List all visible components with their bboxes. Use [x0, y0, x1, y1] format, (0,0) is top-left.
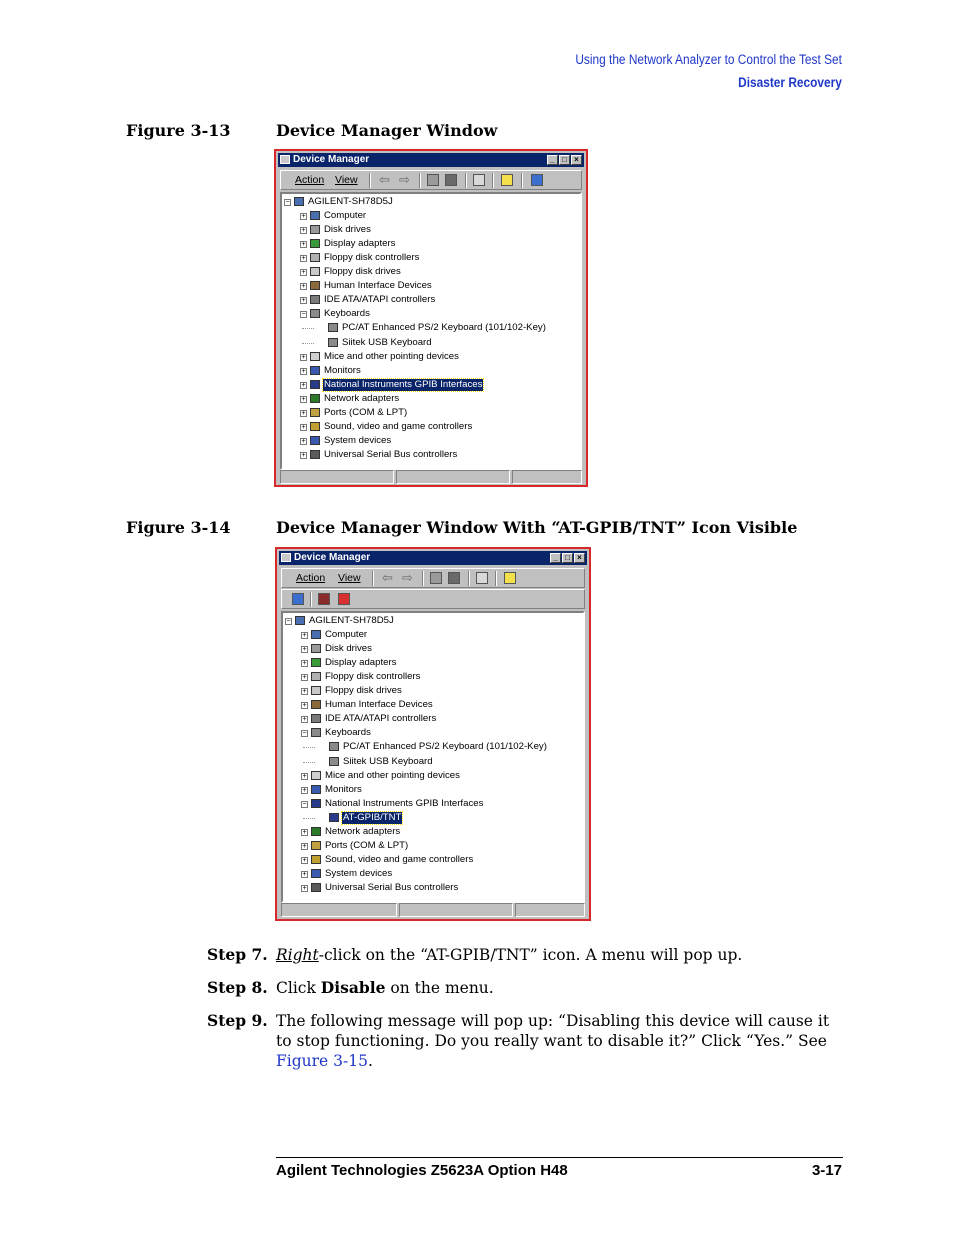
toolbar-separator [372, 571, 374, 586]
show-hide-tree-icon[interactable] [445, 174, 457, 186]
tree-node[interactable] [282, 280, 580, 292]
port-icon [311, 841, 321, 850]
figure-13-caption: Device Manager Window [276, 121, 498, 140]
tree-node-label: AGILENT-SH78D5J [308, 196, 393, 207]
tree-connector [303, 747, 315, 748]
figure-13-number: Figure 3-13 [126, 121, 231, 140]
forward-arrow-icon[interactable]: ⇨ [402, 570, 413, 585]
system-device-icon [310, 436, 320, 445]
expand-icon[interactable]: + [302, 702, 307, 710]
tree-node[interactable] [282, 294, 580, 306]
tree-connector [302, 343, 314, 344]
toolbar-separator [419, 173, 421, 188]
help-icon[interactable] [504, 572, 516, 584]
window-title-bar [279, 551, 587, 565]
minimize-button[interactable]: _ [550, 553, 561, 563]
sound-icon [310, 422, 320, 431]
device-toolbar [281, 589, 585, 609]
gpib-icon [310, 380, 320, 389]
expand-icon[interactable]: + [301, 423, 306, 431]
tree-node-label: Network adapters [324, 392, 400, 404]
expand-icon[interactable]: + [302, 688, 307, 696]
scan-hardware-icon[interactable] [292, 593, 304, 605]
tree-node-label: Computer [324, 210, 367, 222]
tree-node-label: PC/AT Enhanced PS/2 Keyboard (101/102-Key) [342, 322, 546, 334]
tree-node[interactable] [283, 756, 583, 768]
floppy-drive-icon [311, 686, 321, 695]
figure-14-caption: Device Manager Window With “AT-GPIB/TNT” Icon Visible [276, 518, 798, 537]
up-folder-icon[interactable] [427, 174, 439, 186]
step-8-text-b: on the menu. [385, 979, 494, 997]
expand-icon[interactable]: + [302, 632, 307, 640]
step-9-text: The following message will pop up: “Disabling this device will cause it to stop functioning. Do you really want to disable it?” Click “Yes.” See [276, 1012, 830, 1050]
network-adapter-icon [310, 394, 320, 403]
tree-node[interactable] [282, 322, 580, 334]
toolbar-separator [495, 571, 497, 586]
expand-icon[interactable]: + [301, 381, 306, 389]
expand-icon[interactable]: + [301, 451, 306, 459]
step-9-end: . [367, 1052, 373, 1070]
tree-node[interactable] [283, 882, 583, 894]
tree-node-label: Floppy disk controllers [324, 252, 420, 264]
system-device-icon [311, 869, 321, 878]
floppy-controller-icon [311, 672, 321, 681]
ide-controller-icon [310, 295, 320, 304]
tree-node-label: IDE ATA/ATAPI controllers [325, 713, 437, 725]
expand-icon[interactable]: + [302, 674, 307, 682]
figure-14-number: Figure 3-14 [126, 518, 231, 537]
keyboard-icon [328, 323, 338, 332]
tree-node[interactable] [283, 713, 583, 725]
tree-node-label: National Instruments GPIB Interfaces [325, 797, 484, 809]
expand-icon[interactable]: + [301, 241, 306, 249]
menu-toolbar [280, 170, 582, 190]
collapse-icon[interactable]: − [285, 199, 290, 206]
menu-action[interactable]: Action [296, 572, 326, 584]
step-8-label: Step 8. [207, 978, 268, 997]
step-7-label: Step 7. [207, 945, 268, 964]
update-driver-icon[interactable] [318, 593, 330, 605]
tree-node[interactable] [283, 826, 583, 838]
expand-icon[interactable]: + [301, 437, 306, 445]
tree-node[interactable] [282, 365, 580, 377]
tree-node-label: Network adapters [325, 825, 401, 837]
menu-view[interactable]: View [338, 572, 361, 584]
expand-icon[interactable]: + [301, 227, 306, 235]
tree-node-label: AT-GPIB/TNT [343, 811, 402, 823]
device-manager-icon [281, 553, 291, 562]
minimize-button[interactable]: _ [547, 155, 558, 165]
tree-node-label: Siitek USB Keyboard [343, 755, 433, 767]
tree-node-label: Mice and other pointing devices [325, 769, 460, 781]
expand-icon[interactable]: + [301, 409, 306, 417]
up-folder-icon[interactable] [430, 572, 442, 584]
port-icon [310, 408, 320, 417]
sound-icon [311, 855, 321, 864]
collapse-icon[interactable]: − [301, 311, 306, 319]
back-arrow-icon[interactable]: ⇦ [379, 172, 390, 187]
expand-icon[interactable]: + [301, 395, 306, 403]
toolbar-separator [468, 571, 470, 586]
expand-icon[interactable]: + [302, 884, 307, 892]
network-adapter-icon [311, 827, 321, 836]
tree-node-label: Keyboards [324, 308, 370, 320]
tree-node[interactable] [282, 449, 580, 461]
computer-icon [310, 211, 320, 220]
ide-controller-icon [311, 714, 321, 723]
tree-node[interactable] [283, 854, 583, 866]
tree-node-label: Ports (COM & LPT) [325, 839, 409, 851]
tree-node[interactable] [283, 615, 583, 627]
expand-icon[interactable]: + [301, 283, 306, 291]
page-number: 3-17 [811, 1162, 842, 1179]
menu-view[interactable]: View [335, 174, 358, 186]
tree-node[interactable] [282, 238, 580, 250]
maximize-button[interactable]: □ [559, 155, 570, 165]
close-button[interactable]: × [571, 155, 582, 165]
tree-node-label: Floppy disk drives [325, 685, 402, 697]
window-title: Device Manager [294, 552, 371, 563]
mouse-icon [310, 352, 320, 361]
show-hide-tree-icon[interactable] [448, 572, 460, 584]
close-button[interactable]: × [574, 553, 585, 563]
running-header-section: Disaster Recovery [738, 75, 842, 90]
toolbar-separator [369, 173, 371, 188]
uninstall-device-icon[interactable] [338, 593, 350, 605]
forward-arrow-icon[interactable]: ⇨ [399, 172, 410, 187]
tree-connector [303, 818, 315, 819]
step-7 [207, 945, 847, 965]
tree-node-label: Monitors [325, 783, 362, 795]
usb-icon [310, 450, 320, 459]
tree-node[interactable] [282, 337, 580, 349]
gpib-icon [329, 813, 339, 822]
tree-node-label: Floppy disk drives [324, 266, 401, 278]
tree-node-label: Universal Serial Bus controllers [324, 448, 458, 460]
tree-node-label: Siitek USB Keyboard [342, 336, 432, 348]
hid-icon [311, 700, 321, 709]
collapse-icon[interactable]: − [302, 730, 307, 738]
status-bar [281, 903, 585, 917]
tree-node-label: AGILENT-SH78D5J [309, 615, 394, 626]
expand-icon[interactable]: + [301, 255, 306, 263]
collapse-icon[interactable]: − [286, 618, 291, 625]
running-header-title: Using the Network Analyzer to Control the Test Set [575, 52, 842, 67]
tree-node-label: System devices [324, 434, 392, 446]
tree-node[interactable] [283, 643, 583, 655]
device-manager-window-2 [275, 547, 591, 921]
status-bar [280, 470, 582, 484]
computer-icon [295, 616, 305, 625]
device-manager-icon [280, 155, 290, 164]
tree-node[interactable] [282, 421, 580, 433]
toolbar-separator [492, 173, 494, 188]
toolbar-separator [465, 173, 467, 188]
tree-node[interactable] [283, 727, 583, 739]
tree-node-label: Human Interface Devices [325, 699, 433, 711]
computer-icon [311, 630, 321, 639]
tree-node[interactable] [283, 699, 583, 711]
device-tree [280, 192, 582, 470]
tree-node-label: Computer [325, 629, 368, 641]
step-7-text: -click on the “AT-GPIB/TNT” icon. A menu will pop up. [318, 946, 743, 964]
tree-node[interactable] [282, 435, 580, 447]
window-title-bar [278, 153, 584, 167]
tree-node-label: Ports (COM & LPT) [324, 406, 408, 418]
gpib-icon [311, 799, 321, 808]
tree-connector [302, 328, 314, 329]
footer-rule [276, 1157, 843, 1158]
display-adapter-icon [311, 658, 321, 667]
tree-node-label: Display adapters [324, 238, 396, 250]
tree-node-label: Monitors [324, 364, 361, 376]
tree-node[interactable] [283, 741, 583, 753]
tree-node[interactable] [282, 266, 580, 278]
tree-connector [303, 762, 315, 763]
tree-node-selected[interactable] [282, 379, 580, 391]
window-title: Device Manager [293, 154, 370, 165]
tree-node[interactable] [283, 798, 583, 810]
maximize-button[interactable]: □ [562, 553, 573, 563]
help-icon[interactable] [501, 174, 513, 186]
keyboard-icon [328, 338, 338, 347]
expand-icon[interactable]: + [302, 870, 307, 878]
toolbar-separator [422, 571, 424, 586]
expand-icon[interactable]: + [302, 856, 307, 864]
tree-node[interactable] [283, 657, 583, 669]
tree-node[interactable] [283, 671, 583, 683]
tree-node-label: Disk drives [324, 224, 371, 236]
tree-node-label: Floppy disk controllers [325, 671, 421, 683]
menu-action[interactable]: Action [295, 174, 325, 186]
step-8-disable: Disable [320, 978, 386, 997]
display-adapter-icon [310, 239, 320, 248]
tree-node[interactable] [282, 224, 580, 236]
disk-drive-icon [310, 225, 320, 234]
tree-node[interactable] [282, 252, 580, 264]
tree-node-selected[interactable] [283, 812, 583, 824]
collapse-icon[interactable]: − [302, 800, 307, 808]
tree-node-label: Human Interface Devices [324, 280, 432, 292]
tree-node-label: Display adapters [325, 657, 397, 669]
expand-icon[interactable]: + [301, 213, 306, 221]
tree-node-label: Sound, video and game controllers [324, 420, 473, 432]
step-8-text-a: Click [276, 979, 321, 997]
keyboard-icon [310, 309, 320, 318]
expand-icon[interactable]: + [301, 367, 306, 375]
tree-node-label: Mice and other pointing devices [324, 350, 459, 362]
tree-node[interactable] [282, 407, 580, 419]
tree-node-label: Sound, video and game controllers [325, 853, 474, 865]
usb-icon [311, 883, 321, 892]
keyboard-icon [329, 742, 339, 751]
tree-node-label: IDE ATA/ATAPI controllers [324, 294, 436, 306]
properties-icon[interactable] [473, 174, 485, 186]
tree-node-label: PC/AT Enhanced PS/2 Keyboard (101/102-Key) [343, 741, 547, 753]
expand-icon[interactable]: + [302, 842, 307, 850]
expand-icon[interactable]: + [301, 353, 306, 361]
toolbar-separator [310, 592, 312, 607]
tree-node[interactable] [283, 840, 583, 852]
footer-title: Agilent Technologies Z5623A Option H48 [276, 1162, 568, 1179]
monitor-icon [311, 785, 321, 794]
properties-icon[interactable] [476, 572, 488, 584]
floppy-drive-icon [310, 267, 320, 276]
tree-node-label: System devices [325, 867, 393, 879]
toolbar-separator [521, 173, 523, 188]
tree-node[interactable] [282, 210, 580, 222]
expand-icon[interactable]: + [302, 660, 307, 668]
tree-node[interactable] [283, 685, 583, 697]
step-7-emphasis: Right [276, 946, 319, 964]
step-9-label: Step 9. [207, 1011, 268, 1030]
tree-node[interactable] [282, 308, 580, 320]
scan-hardware-icon[interactable] [531, 174, 543, 186]
tree-node-label: Universal Serial Bus controllers [325, 881, 459, 893]
disk-drive-icon [311, 644, 321, 653]
expand-icon[interactable]: + [302, 716, 307, 724]
floppy-controller-icon [310, 253, 320, 262]
computer-icon [294, 197, 304, 206]
expand-icon[interactable]: + [302, 828, 307, 836]
expand-icon[interactable]: + [301, 269, 306, 277]
tree-node-label: National Instruments GPIB Interfaces [324, 378, 483, 390]
tree-node[interactable] [282, 196, 580, 208]
keyboard-icon [311, 728, 321, 737]
tree-node[interactable] [283, 770, 583, 782]
back-arrow-icon[interactable]: ⇦ [382, 570, 393, 585]
tree-node-label: Disk drives [325, 643, 372, 655]
tree-node[interactable] [283, 868, 583, 880]
device-tree [281, 611, 585, 903]
keyboard-icon [329, 757, 339, 766]
step-8 [207, 978, 847, 998]
expand-icon[interactable]: + [301, 297, 306, 305]
expand-icon[interactable]: + [302, 786, 307, 794]
tree-node[interactable] [283, 629, 583, 641]
device-manager-window-1 [274, 149, 588, 487]
monitor-icon [310, 366, 320, 375]
figure-3-15-link[interactable]: Figure 3-15 [276, 1052, 368, 1070]
tree-node[interactable] [282, 393, 580, 405]
expand-icon[interactable]: + [302, 772, 307, 780]
tree-node[interactable] [282, 351, 580, 363]
expand-icon[interactable]: + [302, 646, 307, 654]
tree-node[interactable] [283, 784, 583, 796]
tree-node-label: Keyboards [325, 727, 371, 739]
hid-icon [310, 281, 320, 290]
step-9 [207, 1011, 847, 1070]
mouse-icon [311, 771, 321, 780]
menu-toolbar [281, 568, 585, 588]
